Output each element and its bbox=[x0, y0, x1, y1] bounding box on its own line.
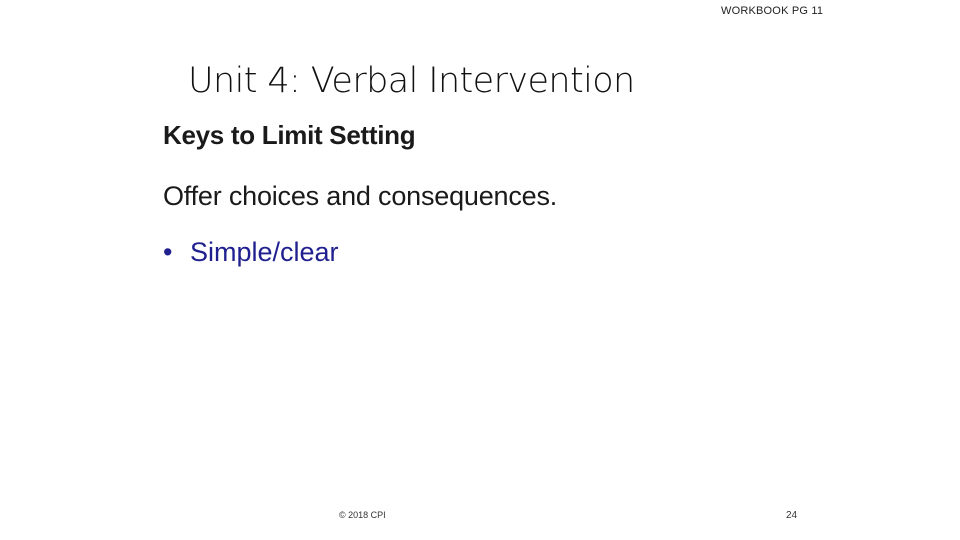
footer-copyright: © 2018 CPI bbox=[339, 510, 386, 520]
bullet-text: Simple/clear bbox=[190, 237, 339, 267]
slide-subtitle: Keys to Limit Setting bbox=[163, 120, 416, 150]
body-text: Offer choices and consequences. bbox=[163, 181, 558, 211]
slide-title: Unit 4: Verbal Intervention bbox=[188, 61, 635, 101]
bullet-item bbox=[163, 236, 339, 268]
bullet-list bbox=[163, 236, 339, 268]
page-number: 24 bbox=[786, 510, 798, 521]
workbook-page-reference: WORKBOOK PG 11 bbox=[721, 5, 824, 17]
bullet-marker: • bbox=[163, 237, 173, 267]
